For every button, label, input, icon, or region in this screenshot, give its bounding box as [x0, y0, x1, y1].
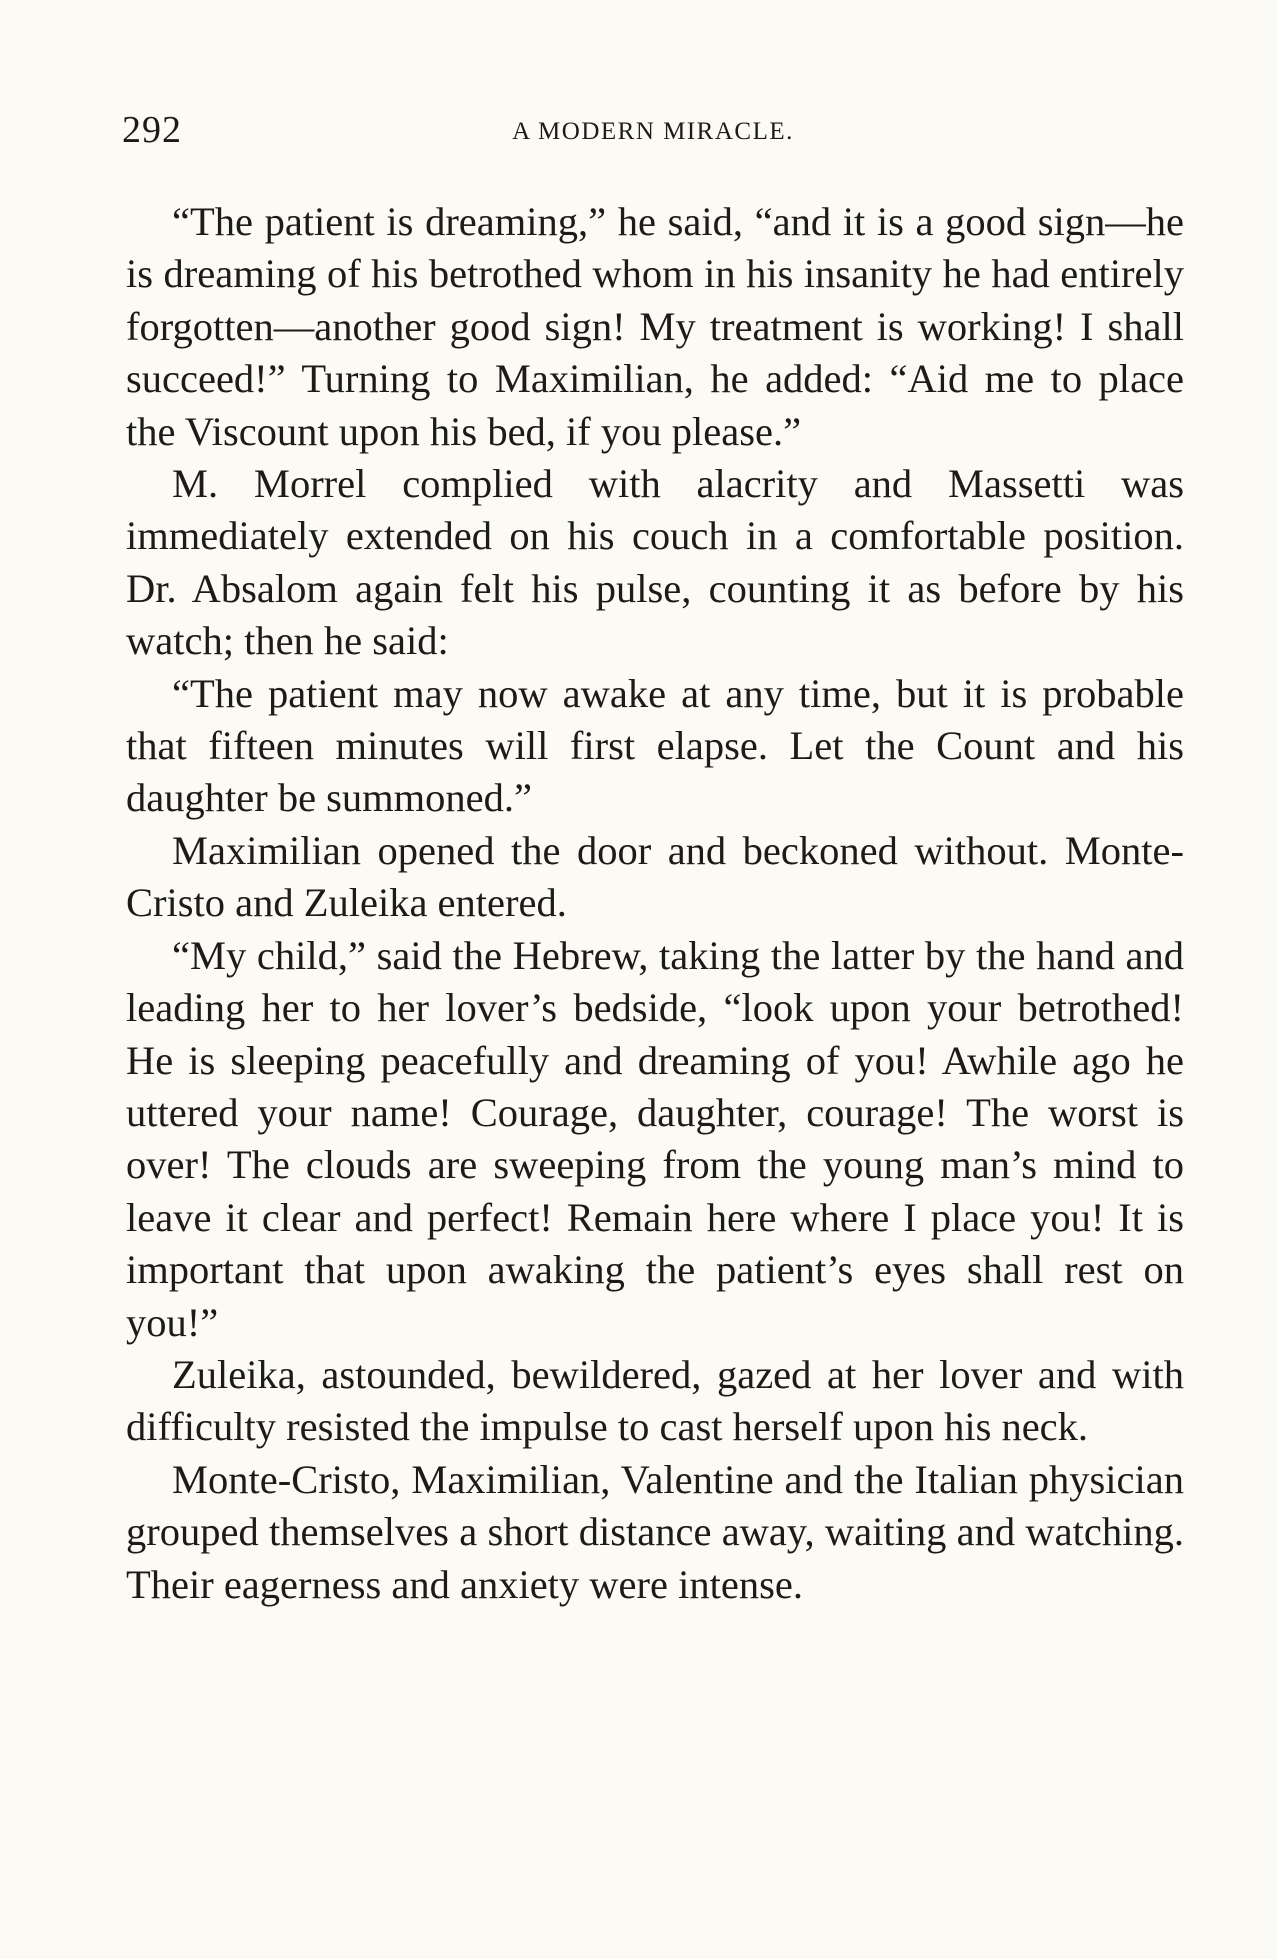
paragraph: “The patient is dreaming,” he said, “and it is a good sign—he is dreaming of his betrothed whom in his insanity he had entirely forgotten—another good sign! My treatment is working! I shall succeed!” Turning to Maximilian, he added: “Aid me to place the Viscount upon his bed, if you please.” [126, 199, 1184, 454]
page-number: 292 [122, 109, 182, 151]
paragraph: “The patient may now awake at any time, but it is probable that fifteen minutes will first elapse. Let the Count and his daughter be summoned.” [126, 670, 1184, 821]
paragraph: Zuleika, astounded, bewildered, gazed at her lover and with difficulty resisted the impulse to cast herself upon his neck. [126, 1351, 1184, 1450]
paragraph: “My child,” said the Hebrew, taking the latter by the hand and leading her to her lover’s bedside, “look upon your betrothed! He is sleeping peacefully and dreaming of you! Awhile ago he uttered your name! Courage, daughter, courage! The worst is over! The clouds are sweeping from the young man’s mind to leave it clear and perfect! Remain here where I place you! It is important that upon awaking the patient’s eyes shall rest on you!” [126, 932, 1184, 1345]
running-title: A MODERN MIRACLE. [512, 118, 794, 145]
paragraph: Monte-Cristo, Maximilian, Valentine and the Italian physician grouped themselves a short distance away, waiting and watching. Their eagerness and anxiety were intense. [126, 1456, 1184, 1607]
page-body [126, 196, 1184, 1611]
paragraph: Maximilian opened the door and beckoned without. Monte-Cristo and Zuleika entered. [126, 827, 1184, 926]
page-header [122, 108, 1184, 168]
paragraph: M. Morrel complied with alacrity and Massetti was immediately extended on his couch in a comfortable position. Dr. Absalom again felt his pulse, counting it as before by his watch; then he said: [126, 461, 1184, 664]
